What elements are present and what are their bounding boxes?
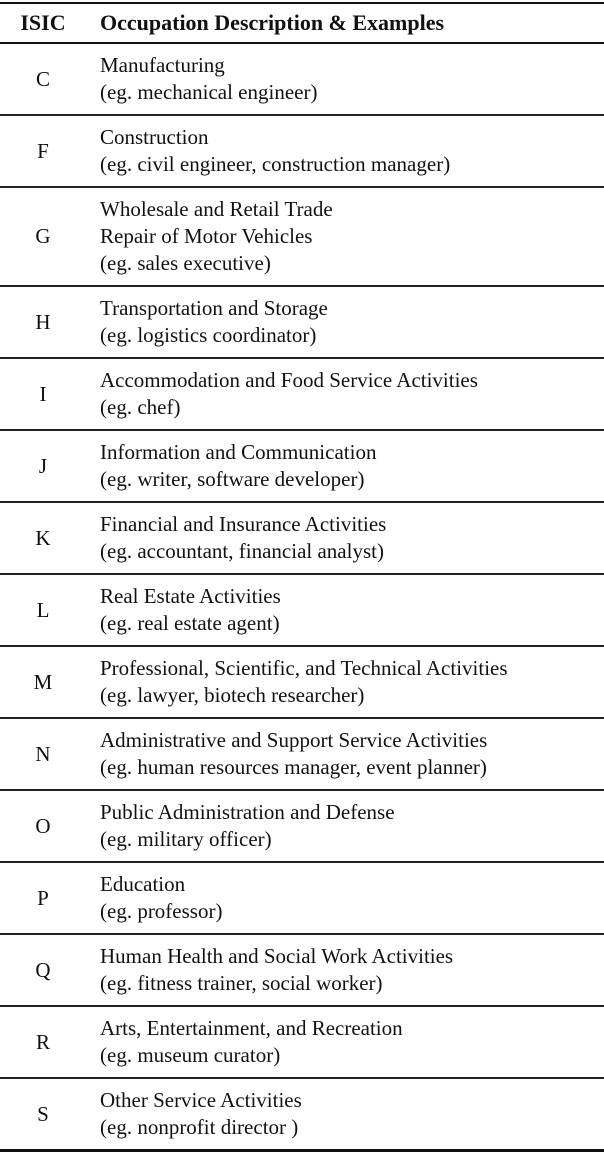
table-row [0,430,604,502]
isic-code-cell: P [37,885,49,910]
description-cell [86,1006,604,1078]
isic-code-cell: R [35,1029,50,1054]
sector-name-text: Arts, Entertainment, and Recreation [100,1016,403,1040]
isic-code-cell: I [39,381,47,406]
description-cell [86,358,604,430]
table-row [0,646,604,718]
table-row [0,286,604,358]
isic-code-cell: C [35,66,50,91]
sector-name-text: Administrative and Support Service Activities [100,728,488,752]
examples-text: (eg. lawyer, biotech researcher) [100,683,365,707]
table-row [0,502,604,574]
examples-text: (eg. human resources manager, event planner) [100,755,487,779]
isic-code-cell: N [35,741,51,766]
description-cell [86,187,604,286]
isic-code-cell: L [36,597,50,622]
examples-text: (eg. mechanical engineer) [100,80,318,104]
description-cell [86,1078,604,1151]
table-row [0,1006,604,1078]
table-row [0,718,604,790]
description-cell [86,862,604,934]
isic-code-cell: Q [35,957,51,982]
isic-code-cell: G [35,224,51,248]
examples-text: (eg. nonprofit director ) [100,1115,299,1139]
examples-text: (eg. military officer) [100,827,272,851]
examples-text: (eg. sales executive) [100,251,271,275]
sector-name-text: Other Service Activities [100,1088,302,1112]
isic-code-cell: S [37,1101,49,1126]
description-cell [86,934,604,1006]
description-cell [86,646,604,718]
sector-name-text: Repair of Motor Vehicles [100,224,313,248]
examples-text: (eg. logistics coordinator) [100,323,317,347]
header-description: Occupation Description & Examples [100,10,445,35]
description-cell [86,502,604,574]
examples-text: (eg. writer, software developer) [100,467,365,491]
table-row [0,862,604,934]
sector-name-text: Manufacturing [100,53,225,77]
sector-name-text: Real Estate Activities [100,584,281,608]
sector-name-text: Education [100,872,186,896]
isic-code-cell: J [38,453,48,478]
table-row [0,358,604,430]
sector-name-text: Public Administration and Defense [100,800,395,824]
description-cell [86,430,604,502]
description-cell [86,718,604,790]
examples-text: (eg. chef) [100,395,181,419]
isic-code-cell: H [35,309,51,334]
sector-name-text: Construction [100,125,209,149]
sector-name-text: Wholesale and Retail Trade [100,197,333,221]
sector-name-text: Financial and Insurance Activities [100,512,387,536]
description-cell [86,790,604,862]
isic-occupation-table [0,2,604,1152]
examples-text: (eg. accountant, financial analyst) [100,539,384,563]
sector-name-text: Human Health and Social Work Activities [100,944,454,968]
table-row [0,574,604,646]
examples-text: (eg. real estate agent) [100,611,280,635]
table-row [0,43,604,115]
description-cell [86,574,604,646]
examples-text: (eg. professor) [100,899,223,923]
isic-code-cell: O [35,813,51,838]
isic-code-cell: F [37,138,49,163]
examples-text: (eg. museum curator) [100,1043,281,1067]
examples-text: (eg. civil engineer, construction manager) [100,152,451,176]
header-isic: ISIC [20,10,66,35]
isic-code-cell: K [35,525,51,550]
table-body [0,43,604,1151]
isic-code-cell: M [33,669,53,694]
sector-name-text: Professional, Scientific, and Technical Activities [100,656,508,680]
table-row [0,1078,604,1151]
examples-text: (eg. fitness trainer, social worker) [100,971,383,995]
table-row [0,790,604,862]
description-cell [86,115,604,187]
table-row [0,115,604,187]
description-cell [86,43,604,115]
description-cell [86,286,604,358]
sector-name-text: Information and Communication [100,440,377,464]
sector-name-text: Accommodation and Food Service Activities [100,368,478,392]
sector-name-text: Transportation and Storage [100,296,328,320]
table-row [0,934,604,1006]
table-row [0,187,604,286]
table-header-row [0,3,604,43]
